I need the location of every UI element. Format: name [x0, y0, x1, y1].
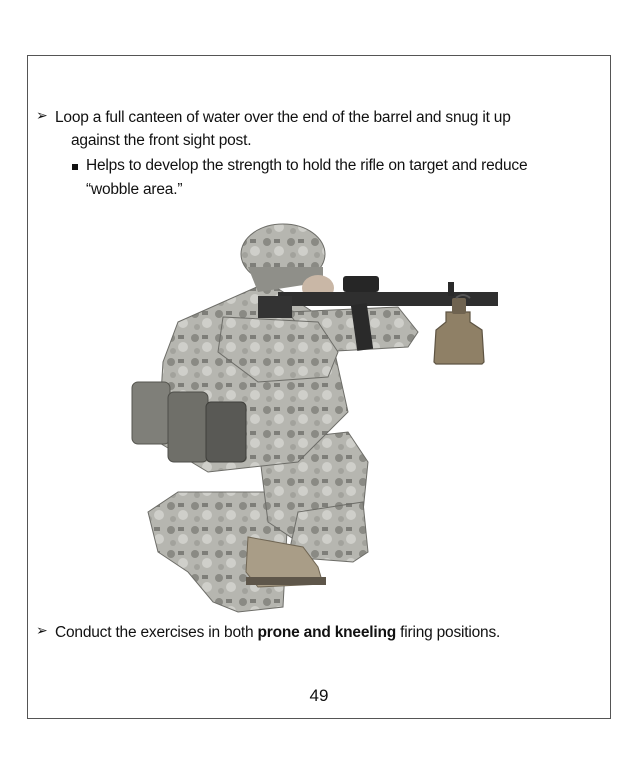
- page-number: 49: [309, 686, 329, 705]
- bullet-1-line-2: against the front sight post.: [71, 132, 252, 149]
- bullet-1-line-1: Loop a full canteen of water over the end of the barrel and snug it up: [55, 109, 511, 126]
- square-bullet-icon: [72, 164, 78, 170]
- bullet-2-line-2: “wobble area.”: [86, 181, 183, 198]
- arrow-bullet-icon: ➢: [36, 108, 48, 124]
- arrow-bullet-icon: ➢: [36, 623, 48, 639]
- bullet-2-line-1: Helps to develop the strength to hold the rifle on target and reduce: [86, 157, 528, 174]
- bullet-3-line: [55, 624, 500, 642]
- bullet-3-text-before: Conduct the exercises in both: [55, 624, 258, 641]
- bullet-3-text-after: firing positions.: [396, 624, 501, 641]
- bullet-3-text-bold: prone and kneeling: [257, 624, 397, 641]
- soldier-kneeling-photo: [118, 212, 518, 622]
